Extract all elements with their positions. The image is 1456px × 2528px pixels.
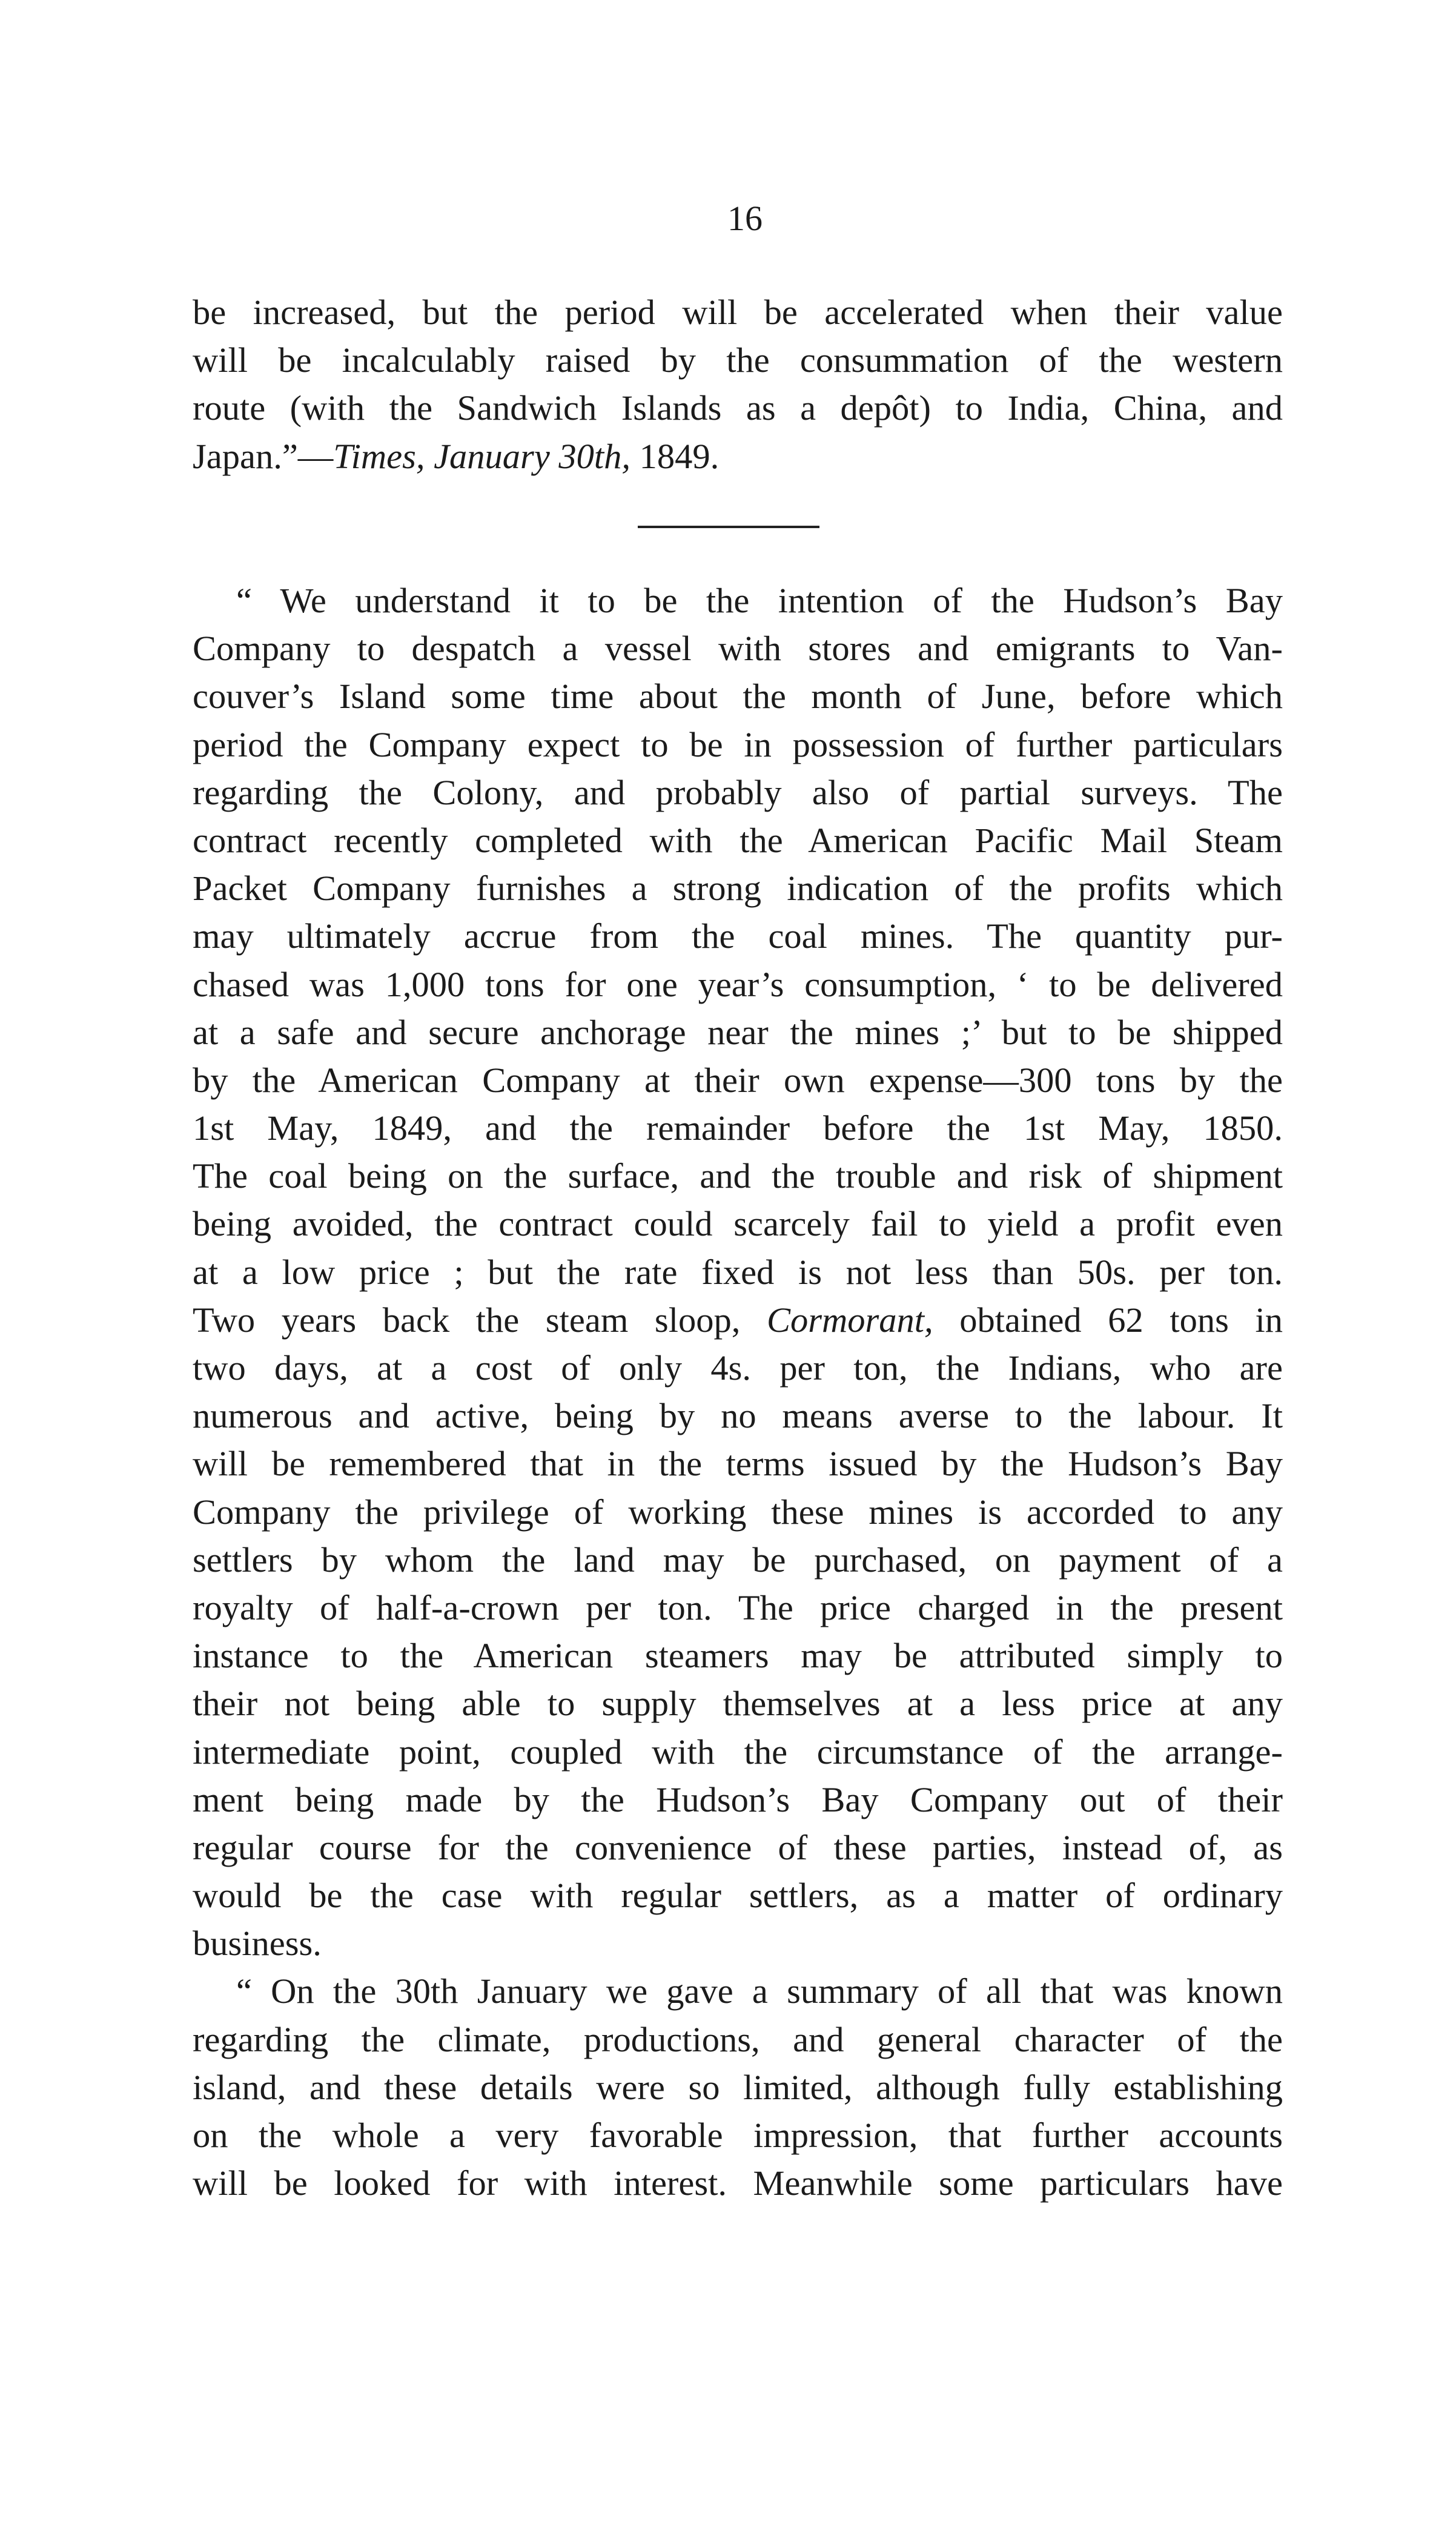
citation-source: Times, [333,436,425,476]
paragraph-1-line: Packet Company furnishes a strong indication of the profits which [193,869,1283,908]
ship-name: Cormorant, [766,1300,933,1340]
paragraph-1-line: settlers by whom the land may be purchased, on payment of a [193,1540,1283,1580]
paragraph-1-line: two days, at a cost of only 4s. per ton, the Indians, who are [193,1348,1283,1388]
paragraph-2-line: will be looked for with interest. Meanwhile some particulars have [193,2163,1283,2203]
paragraph-1-line: intermediate point, coupled with the circumstance of the arrange- [193,1732,1283,1772]
paragraph-1-line: regarding the Colony, and probably also of partial surveys. The [193,772,1283,812]
paragraph-2-line: island, and these details were so limited, although fully establishing [193,2067,1283,2107]
paragraph-1-line: would be the case with regular settlers, as a matter of ordinary [193,1876,1283,1916]
text-line: be increased, but the period will be accelerated when their value [193,293,1283,332]
paragraph-1-line: will be remembered that in the terms issued by the Hudson’s Bay [193,1444,1283,1484]
paragraph-1-line: Company to despatch a vessel with stores and emigrants to Van- [193,629,1283,669]
paragraph-1-line: at a safe and secure anchorage near the mines ;’ but to be shipped [193,1012,1283,1052]
section-divider [638,526,819,528]
paragraph-1-line: royalty of half-a-crown per ton. The price charged in the present [193,1587,1283,1627]
citation-year: 1849. [639,436,720,476]
paragraph-1-line: their not being able to supply themselves at a less price at any [193,1684,1283,1724]
paragraph-1-line: Company the privilege of working these mines is accorded to any [193,1492,1283,1532]
paragraph-1-line: The coal being on the surface, and the trouble and risk of shipment [193,1156,1283,1196]
paragraph-1-line: period the Company expect to be in possession of further particulars [193,724,1283,764]
paragraph-1-line: contract recently completed with the American Pacific Mail Steam [193,820,1283,860]
citation-lead: Japan.”— [193,436,334,476]
paragraph-1-line: chased was 1,000 tons for one year’s consumption, ‘ to be delivered [193,964,1283,1004]
citation-line [193,432,1283,480]
paragraph-1-last-line: business. [193,1924,322,1964]
paragraph-1-line: 1st May, 1849, and the remainder before the 1st May, 1850. [193,1108,1283,1148]
ship-sentence-end: obtained 62 tons in [959,1300,1283,1340]
text-line: route (with the Sandwich Islands as a depôt) to India, China, and [193,388,1283,428]
paragraph-1-line: at a low price ; but the rate fixed is not less than 50s. per ton. [193,1252,1283,1292]
paragraph-1-line: couver’s Island some time about the month of June, before which [193,677,1283,716]
paragraph-1-line: numerous and active, being by no means averse to the labour. It [193,1396,1283,1436]
paragraph-2-line: on the whole a very favorable impression, that further accounts [193,2116,1283,2155]
body-text [193,577,1283,2207]
text-line: will be incalculably raised by the consummation of the western [193,340,1283,380]
paragraph-2-line: regarding the climate, productions, and general character of the [193,2019,1283,2059]
page-number: 16 [727,199,763,238]
paragraph-1-line: “ We understand it to be the intention of the Hudson’s Bay [236,581,1283,620]
paragraph-1-line: being avoided, the contract could scarcely fail to yield a profit even [193,1204,1283,1244]
paragraph-1-line: by the American Company at their own expense—300 tons by the [193,1060,1283,1100]
paragraph-2-line: “ On the 30th January we gave a summary of all that was known [236,1971,1283,2011]
paragraph-1-line: instance to the American steamers may be attributed simply to [193,1636,1283,1676]
paragraph-1-line: may ultimately accrue from the coal mines. The quantity pur- [193,916,1283,956]
ship-sentence-start: Two years back the steam sloop, [193,1300,741,1340]
paragraph-1-line [193,1296,1283,1344]
quotation-continuation [193,288,1283,480]
citation-date: January 30th, [434,436,631,476]
paragraph-1-line: ment being made by the Hudson’s Bay Company out of their [193,1779,1283,1819]
paragraph-1-line: regular course for the convenience of these parties, instead of, as [193,1827,1283,1867]
